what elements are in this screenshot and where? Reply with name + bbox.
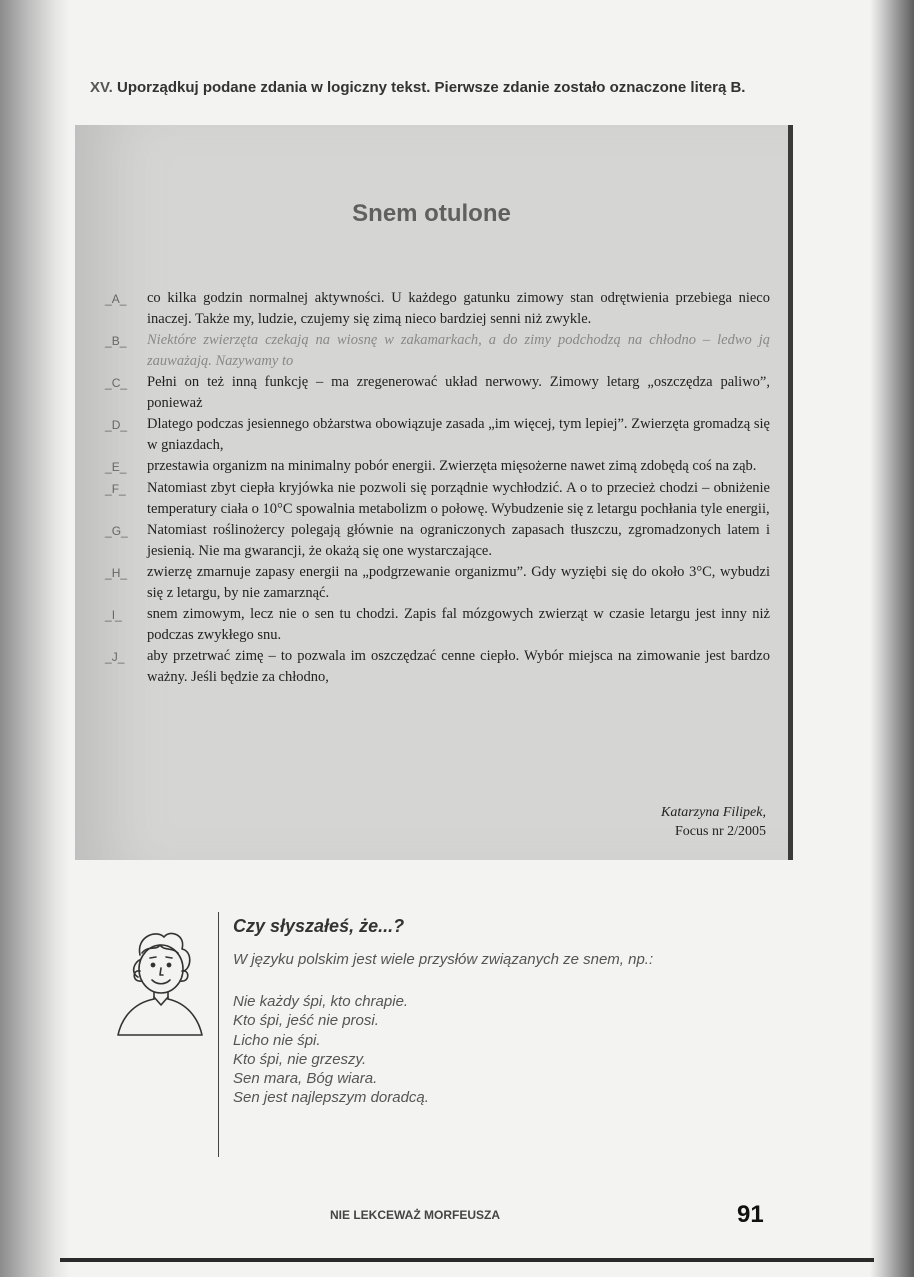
sentence-letter: _A_ [105,292,127,306]
sentence-letter: _C_ [105,376,128,390]
proverb-item: Sen mara, Bóg wiara. [233,1070,378,1088]
sentence-letter: _D_ [105,418,128,432]
article-box [75,125,793,860]
page-number: 91 [737,1201,764,1228]
sentence-text: co kilka godzin normalnej aktywności. U każdego gatunku zimowy stan odrętwienia przebiega nieco inaczej. Także my, ludzie, czujemy się zimą nieco bardziej senni niż zwykle. [147,290,770,327]
sentence-h [105,562,770,604]
sentence-letter: _F_ [105,482,126,496]
proverb-item: Kto śpi, jeść nie prosi. [233,1012,379,1030]
sentence-b [105,330,770,372]
sentence-j [105,646,770,688]
sentence-list [105,288,770,688]
proverb-item: Sen jest najlepszym doradcą. [233,1089,429,1107]
exercise-instruction [90,78,780,98]
sentence-text: Pełni on też inną funkcję – ma zregenerować układ nerwowy. Zimowy letarg „oszczędza paliwo”, ponieważ [147,374,770,411]
article-author: Katarzyna Filipek, [661,805,766,820]
proverb-list [233,992,793,1108]
trivia-intro: W języku polskim jest wiele przysłów związanych ze snem, np.: [233,951,654,968]
thinking-boy-icon [112,925,208,1040]
sentence-letter: _J_ [105,650,125,664]
sentence-i [105,604,770,646]
proverb-item: Nie każdy śpi, kto chrapie. [233,993,409,1010]
sentence-a [105,288,770,330]
sentence-letter: _E_ [105,460,127,474]
sentence-e [105,456,770,478]
sentence-f [105,478,770,520]
sentence-letter: _G_ [105,524,128,538]
proverb-item: Kto śpi, nie grzeszy. [233,1050,367,1068]
trivia-title: Czy słyszałeś, że...? [233,916,405,936]
article-publication: Focus nr 2/2005 [675,824,766,839]
trivia-divider [218,912,219,1157]
article-source [661,803,766,841]
sentence-text: Natomiast zbyt ciepła kryjówka nie pozwoli się porządnie wychłodzić. A o to przecież chodzi – obniżenie temperatury ciała o 10°C spowalnia metabolizm o połowę. Wybudzenie się z letargu pochłania tyle energii, [147,480,770,517]
exercise-text: Uporządkuj podane zdania w logiczny tekst. Pierwsze zdanie zostało oznaczone literą B. [116,79,746,96]
proverb-item: Licho nie śpi. [233,1031,321,1049]
sentence-text: Dlatego podczas jesiennego obżarstwa obowiązuje zasada „im więcej, tym lepiej”. Zwierzęta gromadzą się w gniazdach, [147,416,770,453]
page-bottom-edge [60,1258,874,1262]
sentence-d [105,414,770,456]
sentence-letter: _I_ [105,608,122,622]
article-title: Snem otulone [352,200,511,227]
chapter-title: NIE LEKCEWAŻ MORFEUSZA [330,1208,500,1222]
sentence-text: Niektóre zwierzęta czekają na wiosnę w zakamarkach, a do zimy podchodzą na chłodno – ledwo ją zauważają. Nazywamy to [147,332,770,369]
sentence-text: zwierzę zmarnuje zapasy energii na „podgrzewanie organizmu”. Gdy wyziębi się do około 3°C, wybudzi się z letargu, by nie zamarznąć. [147,564,770,601]
sentence-text: aby przetrwać zimę – to pozwala im oszczędzać cenne ciepło. Wybór miejsca na zimowanie jest bardzo ważny. Jeśli będzie za chłodno, [147,648,770,685]
binding-shadow [0,0,70,1277]
sentence-g [105,520,770,562]
sentence-text: Natomiast roślinożercy polegają głównie na ograniczonych zapasach tłuszczu, zgromadzonych latem i jesienią. Nie ma gwarancji, że okażą się one wystarczające. [147,522,770,559]
sentence-letter: _B_ [105,334,127,348]
sentence-text: przestawia organizm na minimalny pobór energii. Zwierzęta mięsożerne nawet zimą zdobędą coś na ząb. [147,458,757,474]
sentence-letter: _H_ [105,566,128,580]
sentence-c [105,372,770,414]
page-edge [870,0,914,1277]
sentence-text: snem zimowym, lecz nie o sen tu chodzi. Zapis fal mózgowych zwierząt w czasie letargu jest inny niż podczas zwykłego snu. [147,606,770,643]
exercise-number: XV. [90,79,113,96]
trivia-box [233,916,793,1108]
